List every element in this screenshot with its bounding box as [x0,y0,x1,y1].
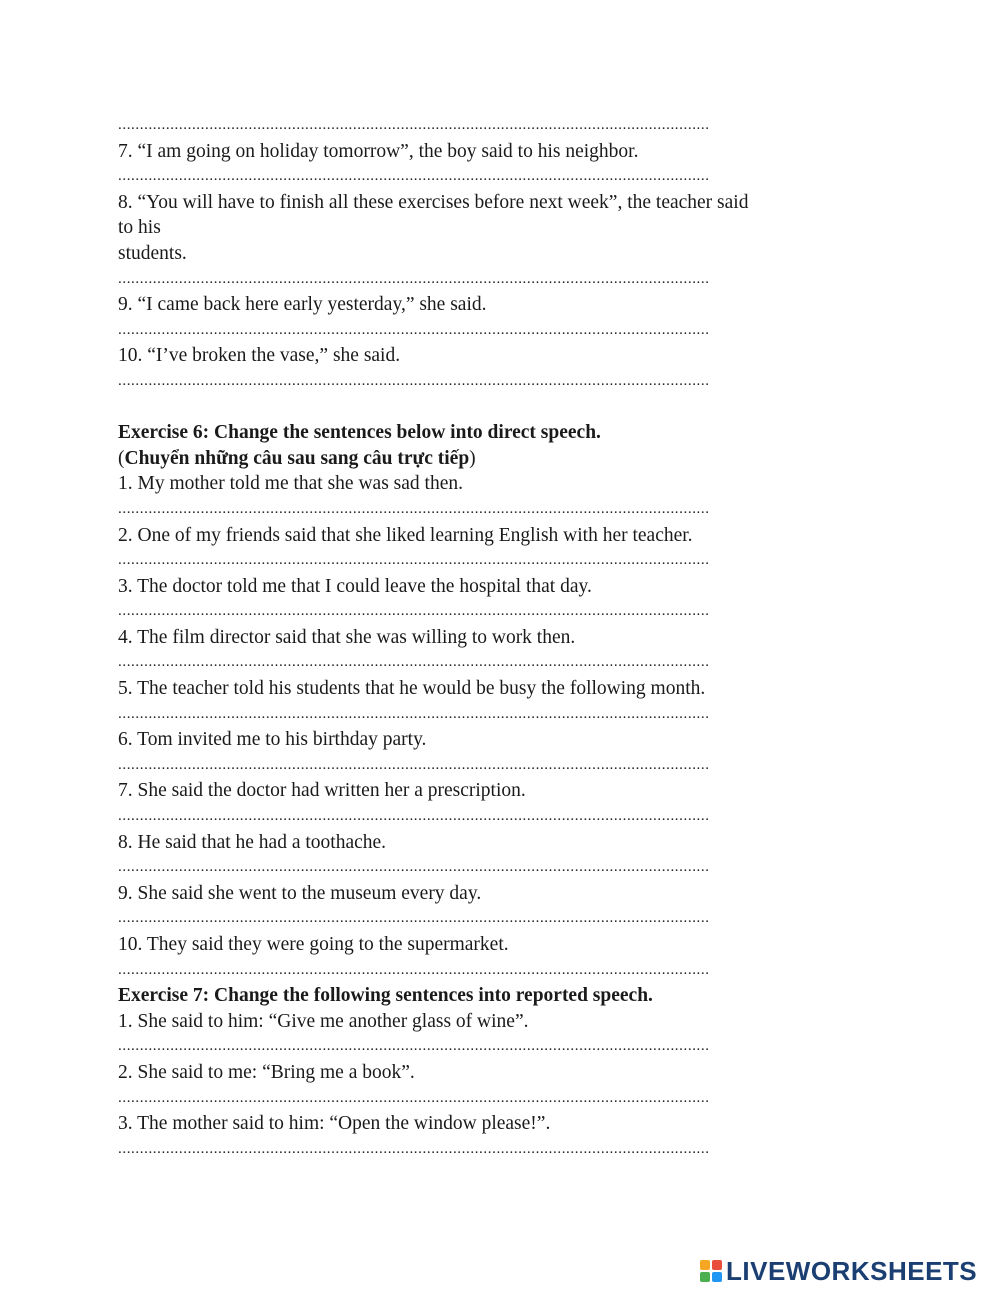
ex7-question-1: 1. She said to him: “Give me another glass of wine”. [118,1010,529,1032]
ex6-question-7: 7. She said the doctor had written her a prescription. [118,780,526,802]
worksheet-content [118,113,878,1162]
question-prev-8-cont: to his [118,217,161,239]
answer-line[interactable]: ........................................................................................................................................ [118,756,710,773]
logo-square [700,1260,710,1270]
ex6-question-1: 1. My mother told me that she was sad then. [118,473,463,495]
question-prev-7: 7. “I am going on holiday tomorrow”, the boy said to his neighbor. [118,140,639,162]
subtitle-open: ( [118,447,125,469]
answer-line[interactable]: ........................................................................................................................................ [118,168,710,185]
answer-line[interactable]: ........................................................................................................................................ [118,500,710,517]
ex6-question-10: 10. They said they were going to the supermarket. [118,934,509,955]
subtitle-close: ) [469,447,476,469]
answer-line[interactable]: ........................................................................................................................................ [118,1038,710,1055]
answer-line[interactable]: ........................................................................................................................................ [118,321,710,338]
logo-square [712,1260,722,1270]
answer-line[interactable]: ........................................................................................................................................ [118,552,710,569]
exercise6-subtitle [118,446,878,472]
liveworksheets-logo [700,1256,977,1286]
answer-line[interactable]: ........................................................................................................................................ [118,1089,710,1106]
exercise6-title: Exercise 6: Change the sentences below into direct speech. [118,422,601,444]
answer-line[interactable]: ........................................................................................................................................ [118,654,710,671]
logo-square [712,1272,722,1282]
ex7-question-2: 2. She said to me: “Bring me a book”. [118,1061,415,1083]
answer-line[interactable]: ........................................................................................................................................ [118,859,710,876]
answer-line[interactable]: ........................................................................................................................................ [118,117,710,133]
exercise7-title: Exercise 7: Change the following sentences into reported speech. [118,985,653,1007]
ex6-question-9: 9. She said she went to the museum every day. [118,882,482,904]
answer-line[interactable]: ........................................................................................................................................ [118,961,710,978]
question-prev-8-cont2: students. [118,242,187,264]
answer-line[interactable]: ........................................................................................................................................ [118,705,710,722]
answer-line[interactable]: ........................................................................................................................................ [118,808,710,825]
ex6-question-8: 8. He said that he had a toothache. [118,831,387,853]
subtitle-vi: Chuyển những câu sau sang câu trực tiếp [124,447,470,469]
ex6-question-3: 3. The doctor told me that I could leave the hospital that day. [118,575,592,597]
logo-square [700,1272,710,1282]
spacer [118,395,878,421]
answer-line[interactable]: ........................................................................................................................................ [118,1140,710,1157]
answer-line[interactable]: ........................................................................................................................................ [118,603,710,620]
ex6-question-2: 2. One of my friends said that she liked learning English with her teacher. [118,524,693,546]
ex7-question-3: 3. The mother said to him: “Open the window please!”. [118,1113,551,1135]
logo-text: LIVEWORKSHEETS [726,1255,978,1286]
answer-line[interactable]: ........................................................................................................................................ [118,910,710,927]
question-prev-10: 10. “I’ve broken the vase,” she said. [118,345,401,367]
liveworksheets-logo-icon [700,1260,722,1282]
ex6-question-6: 6. Tom invited me to his birthday party. [118,729,427,751]
answer-line[interactable]: ........................................................................................................................................ [118,372,710,389]
ex6-question-4: 4. The film director said that she was willing to work then. [118,626,576,648]
question-prev-9: 9. “I came back here early yesterday,” she said. [118,294,487,316]
ex6-question-5: 5. The teacher told his students that he would be busy the following month. [118,678,706,700]
answer-line[interactable]: ........................................................................................................................................ [118,270,710,287]
question-prev-8: 8. “You will have to finish all these exercises before next week”, the teacher said [118,191,749,213]
